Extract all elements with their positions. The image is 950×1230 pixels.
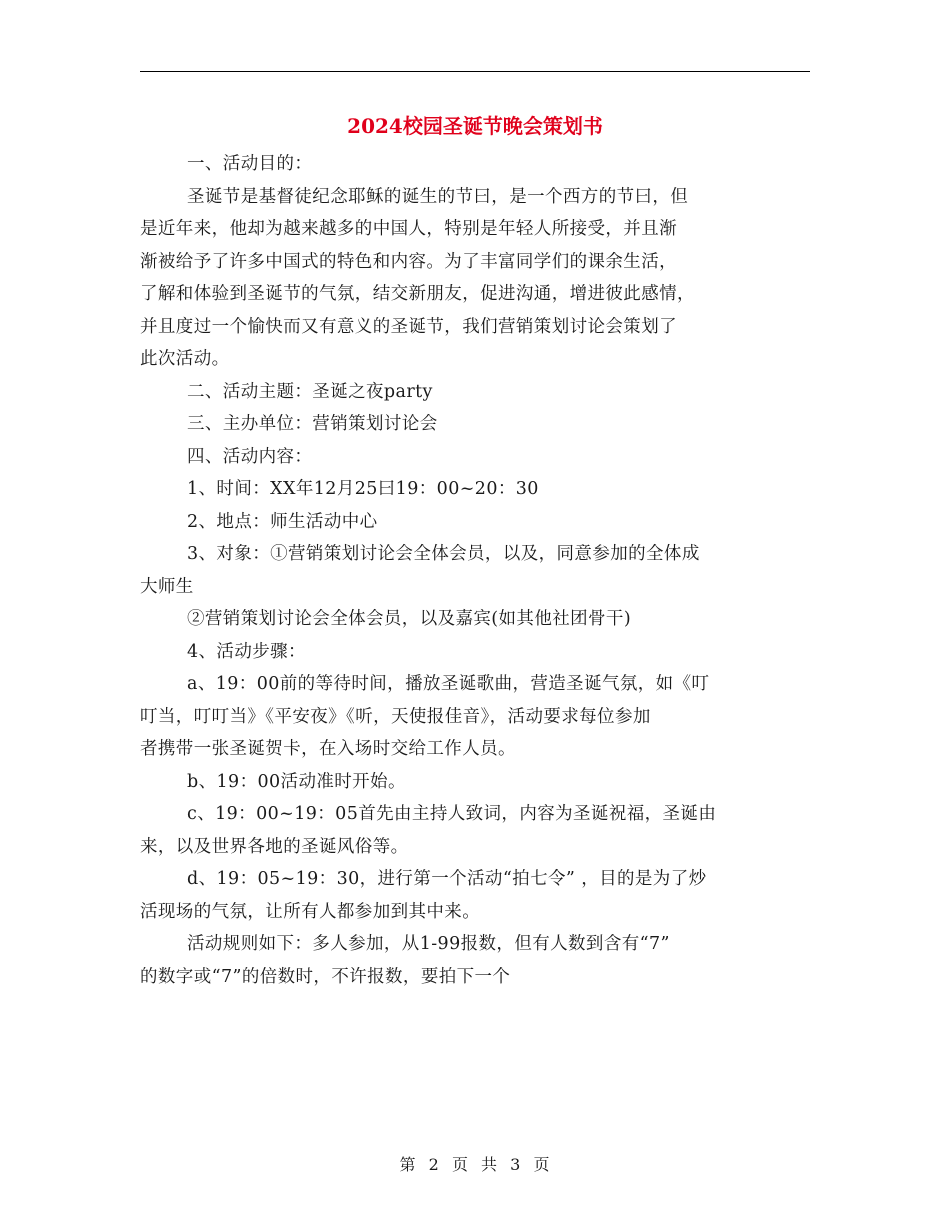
paragraph-p3: [140, 376, 810, 409]
text-line: a、19：00前的等待时间，播放圣诞歌曲，营造圣诞气氛，如《叮: [187, 674, 710, 694]
text-line: 四、活动内容：: [187, 446, 313, 467]
document-body: [140, 148, 810, 993]
header-rule: [140, 71, 810, 72]
text-line: 大师生: [140, 576, 194, 597]
text-line: 渐被给予了许多中国式的特色和内容。为了丰富同学们的课余生活，: [140, 251, 677, 272]
paragraph-p10: [140, 636, 810, 669]
text-line: 并且度过一个愉快而又有意义的圣诞节，我们营销策划讨论会策划了: [140, 316, 677, 337]
paragraph-p2: [140, 181, 810, 376]
page-footer: [0, 1152, 950, 1175]
paragraph-p13: [140, 798, 810, 863]
text-line: 叮当，叮叮当》《平安夜》《听，天使报佳音》，活动要求每位参加: [140, 706, 651, 727]
text-line: 三、主办单位：营销策划讨论会: [187, 414, 438, 434]
text-line: 2、地点：师生活动中心: [187, 511, 378, 532]
footer-current-page: 2: [428, 1155, 440, 1174]
paragraph-p5: [140, 441, 810, 474]
paragraph-p7: [140, 506, 810, 539]
text-line: ②营销策划讨论会全体会员，以及嘉宾(如其他社团骨干): [187, 609, 632, 629]
text-line: 活现场的气氛，让所有人都参加到其中来。: [140, 901, 481, 922]
text-line: 活动规则如下：多人参加，从1-99报数，但有人数到含有“7”: [187, 934, 670, 954]
text-line: 此次活动。: [140, 349, 230, 369]
text-line: 圣诞节是基督徒纪念耶稣的诞生的节曰，是一个西方的节曰，但: [187, 186, 689, 207]
text-line: c、19：00~19：05首先由主持人致词，内容为圣诞祝福，圣诞由: [187, 804, 717, 824]
paragraph-p1: [140, 148, 810, 181]
text-line: 是近年来，他却为越来越多的中国人，特别是年轻人所接受，并且渐: [140, 219, 677, 239]
paragraph-p8: [140, 538, 810, 603]
paragraph-p11: [140, 668, 810, 766]
text-line: d、19：05~19：30，进行第一个活动“拍七令” ，目的是为了炒: [187, 869, 707, 889]
text-line: 3、对象：①营销策划讨论会全体会员，以及，同意参加的全体成: [187, 544, 700, 564]
text-line: 的数字或“7”的倍数时，不许报数，要拍下一个: [140, 966, 511, 987]
paragraph-p4: [140, 408, 810, 441]
paragraph-p12: [140, 766, 810, 799]
document-title: 2024校园圣诞节晚会策划书: [347, 114, 603, 138]
footer-page-unit: 页: [451, 1155, 469, 1174]
footer-page-label: 第: [399, 1155, 417, 1174]
paragraph-p15: [140, 928, 810, 993]
paragraph-p6: [140, 473, 810, 506]
text-line: 来，以及世界各地的圣诞风俗等。: [140, 836, 409, 857]
text-line: 了解和体验到圣诞节的气氛，结交新朋友，促进沟通，增进彼此感情，: [140, 284, 695, 304]
text-line: 二、活动主题：圣诞之夜party: [187, 381, 433, 402]
text-line: 一、活动目的：: [187, 154, 313, 174]
text-line: 4、活动步骤：: [187, 641, 306, 662]
footer-total-label: 共: [481, 1155, 499, 1174]
footer-total-pages: 3: [510, 1155, 522, 1174]
text-line: b、19：00活动准时开始。: [187, 771, 406, 792]
footer-total-unit: 页: [533, 1155, 551, 1174]
paragraph-p9: [140, 603, 810, 636]
text-line: 1、时间：XX年12月25曰19：00~20：30: [187, 479, 539, 499]
paragraph-p14: [140, 863, 810, 928]
text-line: 者携带一张圣诞贺卡，在入场时交给工作人员。: [140, 739, 516, 759]
